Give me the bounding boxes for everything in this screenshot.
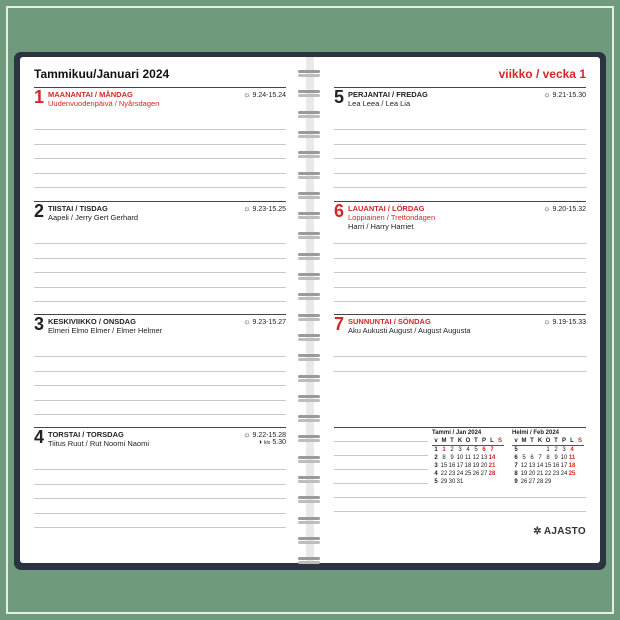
- day-block: [34, 314, 286, 426]
- writing-line: [34, 527, 286, 528]
- mini-calendar-week-row: [512, 446, 584, 455]
- mini-calendar-date: 22: [440, 471, 448, 477]
- sun-times: [243, 90, 286, 99]
- mini-calendar-week-number: 7: [514, 463, 518, 469]
- sun-icon: ☼: [243, 204, 251, 213]
- mini-calendar-date: 29: [440, 479, 448, 485]
- mini-calendar-date: 26: [472, 471, 480, 477]
- mini-calendar-date: 13: [528, 463, 536, 469]
- writing-line: [34, 400, 286, 401]
- mini-calendar-date: 24: [456, 471, 464, 477]
- sun-times: [243, 204, 286, 213]
- day-block: [34, 201, 286, 313]
- mini-calendar-date: 1: [546, 447, 550, 453]
- sun-times-value: 9.23-15.25: [252, 206, 286, 213]
- day-name: KESKIVIIKKO / ONSDAG: [48, 317, 136, 326]
- writing-line: [34, 484, 286, 485]
- mini-calendar-date: 16: [552, 463, 560, 469]
- day-divider: [334, 201, 586, 202]
- mini-calendar-weekday: T: [528, 437, 536, 446]
- sun-times-value: 9.23-15.27: [252, 319, 286, 326]
- mini-calendar-date: 4: [466, 447, 470, 453]
- mini-calendar-week-row: [512, 470, 584, 478]
- writing-line: [34, 287, 286, 288]
- writing-line: [34, 513, 286, 514]
- mini-calendar-week-row: [512, 462, 584, 470]
- mini-calendar-date: 25: [464, 471, 472, 477]
- mini-calendar-date: 20: [480, 463, 488, 469]
- mini-calendar-week-row: [432, 470, 504, 478]
- mini-calendar-weekday: L: [488, 437, 496, 446]
- day-block: [334, 87, 586, 199]
- mini-calendar-date: 5: [474, 447, 478, 453]
- mini-calendar-january: [432, 430, 504, 486]
- sun-icon: ☼: [243, 90, 251, 99]
- mini-calendar-week-row: [512, 478, 584, 486]
- mini-calendar-date: 20: [528, 471, 536, 477]
- writing-line: [34, 469, 286, 470]
- mini-calendar-date: [568, 478, 576, 486]
- spiral-ring: [298, 537, 320, 545]
- writing-line: [334, 243, 586, 244]
- mini-calendar-week-row: [512, 454, 584, 462]
- mini-calendar-weekday: P: [561, 438, 566, 444]
- mini-calendar-february: [512, 430, 584, 486]
- mini-calendar-table: [432, 437, 504, 486]
- notes-divider: [334, 427, 586, 428]
- mini-calendar-header-row: [432, 437, 504, 446]
- day-number: 7: [334, 314, 345, 334]
- day-name: TIISTAI / TISDAG: [48, 204, 108, 213]
- spiral-ring: [298, 456, 320, 464]
- day-block: [334, 201, 586, 313]
- week-label: viikko / vecka 1: [498, 67, 586, 81]
- mini-calendar-date: 27: [480, 471, 488, 477]
- sun-times-value: 9.19-15.33: [552, 319, 586, 326]
- writing-line: [334, 483, 428, 484]
- mini-calendar-date: 22: [544, 471, 552, 477]
- moon-time-prefix: klo: [264, 440, 271, 446]
- mini-calendar-date: [488, 478, 496, 486]
- writing-line: [334, 455, 428, 456]
- writing-line: [334, 258, 586, 259]
- mini-calendar-date: 23: [448, 471, 456, 477]
- writing-line: [334, 469, 428, 470]
- mini-calendar-date: 19: [472, 463, 480, 469]
- mini-calendar-date: [528, 446, 536, 455]
- mini-calendar-weekday: v: [512, 437, 520, 446]
- mini-calendar-title: Helmi / Feb 2024: [512, 430, 560, 436]
- day-number: 1: [34, 87, 45, 107]
- sun-icon: ☼: [543, 90, 551, 99]
- day-number: 3: [34, 314, 45, 334]
- day-name: LAUANTAI / LÖRDAG: [348, 204, 425, 213]
- name-days: Harri / Harry Harriet: [348, 222, 414, 231]
- mini-calendar-date: 15: [440, 463, 448, 469]
- writing-line: [334, 287, 586, 288]
- mini-calendar-date: 18: [568, 463, 576, 469]
- mini-calendar-date: [480, 478, 488, 486]
- mini-calendar-date: [520, 446, 528, 455]
- mini-calendar-weekday: S: [497, 438, 502, 444]
- mini-calendar-week-number: 9: [514, 479, 518, 485]
- sun-times: [543, 204, 586, 213]
- mini-calendar-date: 12: [520, 463, 528, 469]
- mini-calendar-date: 8: [546, 455, 550, 461]
- mini-calendar-weekday: M: [521, 438, 527, 444]
- mini-calendar-date: 1: [442, 447, 446, 453]
- spiral-ring: [298, 90, 320, 98]
- writing-line: [34, 272, 286, 273]
- spiral-ring: [298, 314, 320, 322]
- writing-line: [334, 158, 586, 159]
- writing-line: [334, 272, 586, 273]
- spiral-ring: [298, 496, 320, 504]
- mini-calendar-date: 5: [522, 455, 526, 461]
- mini-calendar-date: 21: [536, 471, 544, 477]
- day-block: [34, 427, 286, 539]
- mini-calendar-date: 3: [562, 447, 566, 453]
- mini-calendar-date: 8: [442, 455, 446, 461]
- spiral-ring: [298, 293, 320, 301]
- name-days: Lea Leea / Lea Lia: [348, 99, 411, 108]
- day-divider: [34, 201, 286, 202]
- writing-line: [34, 129, 286, 130]
- day-number: 6: [334, 201, 345, 221]
- writing-line: [334, 301, 586, 302]
- writing-line: [34, 414, 286, 415]
- sun-icon: ☼: [543, 317, 551, 326]
- mini-calendar-date: 18: [464, 463, 472, 469]
- day-divider: [34, 314, 286, 315]
- sun-icon: ☼: [243, 317, 251, 326]
- mini-calendar-date: 11: [568, 455, 576, 461]
- mini-calendar-week-row: [432, 454, 504, 462]
- writing-line: [334, 497, 586, 498]
- mini-calendar-week-row: [432, 446, 504, 455]
- mini-calendar-weekday: L: [568, 437, 576, 446]
- writing-line: [34, 144, 286, 145]
- mini-calendar-date: 15: [544, 463, 552, 469]
- spiral-ring: [298, 395, 320, 403]
- spiral-ring: [298, 375, 320, 383]
- mini-calendar-weekday: O: [465, 438, 471, 444]
- name-days: Aku Aukusti August / August Augusta: [348, 326, 471, 335]
- mini-calendar-week-number: 3: [434, 463, 438, 469]
- writing-line: [334, 187, 586, 188]
- mini-calendar-date: 12: [472, 455, 480, 461]
- mini-calendar-date: 13: [480, 455, 488, 461]
- ajasto-logo: [533, 526, 586, 537]
- mini-calendar-date: 25: [568, 471, 576, 477]
- writing-line: [334, 173, 586, 174]
- day-number: 5: [334, 87, 345, 107]
- spiral-ring: [298, 354, 320, 362]
- holiday-name: Loppiainen / Trettondagen: [348, 213, 436, 222]
- mini-calendar-week-row: [432, 462, 504, 470]
- mini-calendar-date: 11: [464, 455, 472, 461]
- day-name: TORSTAI / TORSDAG: [48, 430, 124, 439]
- mini-calendar-date: 31: [456, 479, 464, 485]
- mini-calendar-week-row: [432, 478, 504, 486]
- day-number: 2: [34, 201, 45, 221]
- spiral-ring: [298, 172, 320, 180]
- mini-calendar-date: [464, 478, 472, 486]
- mini-calendar-date: [552, 478, 560, 486]
- mini-calendar-date: 7: [538, 455, 542, 461]
- writing-line: [334, 356, 586, 357]
- sun-times-value: 9.20-15.32: [552, 206, 586, 213]
- writing-line: [334, 371, 586, 372]
- mini-calendar-date: 29: [544, 479, 552, 485]
- mini-calendar-weekday: P: [481, 438, 486, 444]
- writing-line: [34, 498, 286, 499]
- mini-calendar-date: 2: [450, 447, 454, 453]
- moon-phase-icon: ◑: [257, 439, 263, 446]
- sun-times: [243, 317, 286, 326]
- mini-calendar-weekday: K: [457, 438, 463, 444]
- spiral-ring: [298, 415, 320, 423]
- spiral-ring: [298, 435, 320, 443]
- mini-calendar-date: 14: [488, 455, 496, 461]
- sun-times-value: 9.21-15.30: [552, 92, 586, 99]
- mini-calendar-date: 30: [448, 479, 456, 485]
- mini-calendar-date: 10: [560, 455, 568, 461]
- mini-calendar-date: 9: [554, 455, 558, 461]
- holiday-name: Uudenvuodenpäivä / Nyårsdagen: [48, 99, 160, 108]
- writing-line: [34, 173, 286, 174]
- spiral-ring: [298, 111, 320, 119]
- spiral-ring: [298, 557, 320, 565]
- sun-times: [543, 90, 586, 99]
- mini-calendar-date: 4: [570, 447, 574, 453]
- sun-times: [543, 317, 586, 326]
- mini-calendar-weekday: M: [441, 438, 447, 444]
- mini-calendar-table: [512, 437, 584, 486]
- writing-line: [34, 356, 286, 357]
- day-name: MAANANTAI / MÅNDAG: [48, 90, 133, 99]
- mini-calendar-date: 26: [520, 479, 528, 485]
- mini-calendar-title: Tammi / Jan 2024: [432, 430, 482, 436]
- mini-calendar-date: 6: [482, 447, 486, 453]
- spiral-ring: [298, 273, 320, 281]
- mini-calendar-date: 27: [528, 479, 536, 485]
- sun-times-value: 9.24-15.24: [252, 92, 286, 99]
- writing-line: [34, 371, 286, 372]
- mini-calendar-date: 3: [458, 447, 462, 453]
- sun-icon: ☼: [543, 204, 551, 213]
- writing-line: [34, 385, 286, 386]
- writing-line: [34, 243, 286, 244]
- mini-calendar-date: 16: [448, 463, 456, 469]
- writing-line: [334, 144, 586, 145]
- writing-line: [34, 258, 286, 259]
- logo-text: AJASTO: [543, 526, 586, 537]
- mini-calendar-weekday: v: [432, 437, 440, 446]
- mini-calendar-week-number: 4: [434, 471, 438, 477]
- sun-times-value: 9.22-15.28: [252, 432, 286, 439]
- name-days: Elmeri Elmo Elmer / Elmer Helmer: [48, 326, 163, 335]
- writing-line: [334, 511, 586, 512]
- sun-icon: ☼: [243, 430, 251, 439]
- mini-calendar-date: 6: [530, 455, 534, 461]
- spiral-ring: [298, 334, 320, 342]
- mini-calendar-date: 21: [488, 463, 496, 469]
- mini-calendar-date: 17: [560, 463, 568, 469]
- mini-calendar-date: [472, 478, 480, 486]
- mini-calendar-date: 17: [456, 463, 464, 469]
- spiral-ring: [298, 212, 320, 220]
- spiral-ring: [298, 151, 320, 159]
- page-title: Tammikuu/Januari 2024: [34, 67, 170, 81]
- writing-line: [34, 187, 286, 188]
- mini-calendar-weekday: O: [545, 438, 551, 444]
- day-divider: [334, 87, 586, 88]
- mini-calendar-weekday: T: [448, 437, 456, 446]
- mini-calendar-weekday: T: [552, 437, 560, 446]
- moon-time: 5.30: [272, 439, 286, 446]
- mini-calendar-date: [560, 478, 568, 486]
- spiral-ring: [298, 232, 320, 240]
- mini-calendar-date: 14: [536, 463, 544, 469]
- mini-calendar-date: 9: [450, 455, 454, 461]
- spiral-ring: [298, 131, 320, 139]
- day-block: [334, 314, 586, 426]
- mini-calendar-week-number: 8: [514, 471, 518, 477]
- mini-calendar-date: 19: [520, 471, 528, 477]
- writing-line: [334, 441, 428, 442]
- mini-calendar-weekday: T: [472, 437, 480, 446]
- spiral-ring: [298, 253, 320, 261]
- day-divider: [334, 314, 586, 315]
- mini-calendar-weekday: S: [577, 438, 582, 444]
- mini-calendar-date: 24: [560, 471, 568, 477]
- spiral-ring: [298, 70, 320, 78]
- spiral-ring: [298, 517, 320, 525]
- sun-times: [243, 430, 286, 439]
- name-days: Tiitus Ruut / Rut Noomi Naomi: [48, 439, 150, 448]
- name-days: Aapeli / Jerry Gert Gerhard: [48, 213, 139, 222]
- mini-calendar-week-number: 1: [434, 447, 438, 453]
- ajasto-logo-icon: ✲: [533, 526, 542, 537]
- mini-calendar-week-number: 6: [514, 455, 518, 461]
- spiral-ring: [298, 476, 320, 484]
- mini-calendar-date: 2: [554, 447, 558, 453]
- writing-line: [334, 129, 586, 130]
- day-block: [34, 87, 286, 199]
- mini-calendar-header-row: [512, 437, 584, 446]
- day-name: SUNNUNTAI / SÖNDAG: [348, 317, 431, 326]
- mini-calendar-date: 28: [536, 479, 544, 485]
- day-divider: [34, 87, 286, 88]
- mini-calendar-date: [536, 446, 544, 455]
- mini-calendar-date: 10: [456, 455, 464, 461]
- mini-calendar-date: 23: [552, 471, 560, 477]
- moon-phase: [258, 439, 286, 446]
- writing-line: [34, 158, 286, 159]
- mini-calendar-date: 7: [490, 447, 494, 453]
- mini-calendar-week-number: 5: [434, 479, 438, 485]
- mini-calendar-weekday: K: [537, 438, 543, 444]
- day-name: PERJANTAI / FREDAG: [348, 90, 428, 99]
- day-divider: [34, 427, 286, 428]
- spiral-ring: [298, 192, 320, 200]
- writing-line: [34, 301, 286, 302]
- day-number: 4: [34, 427, 45, 447]
- mini-calendar-week-number: 5: [514, 447, 518, 453]
- mini-calendar-date: 28: [488, 471, 496, 477]
- mini-calendar-week-number: 2: [434, 455, 438, 461]
